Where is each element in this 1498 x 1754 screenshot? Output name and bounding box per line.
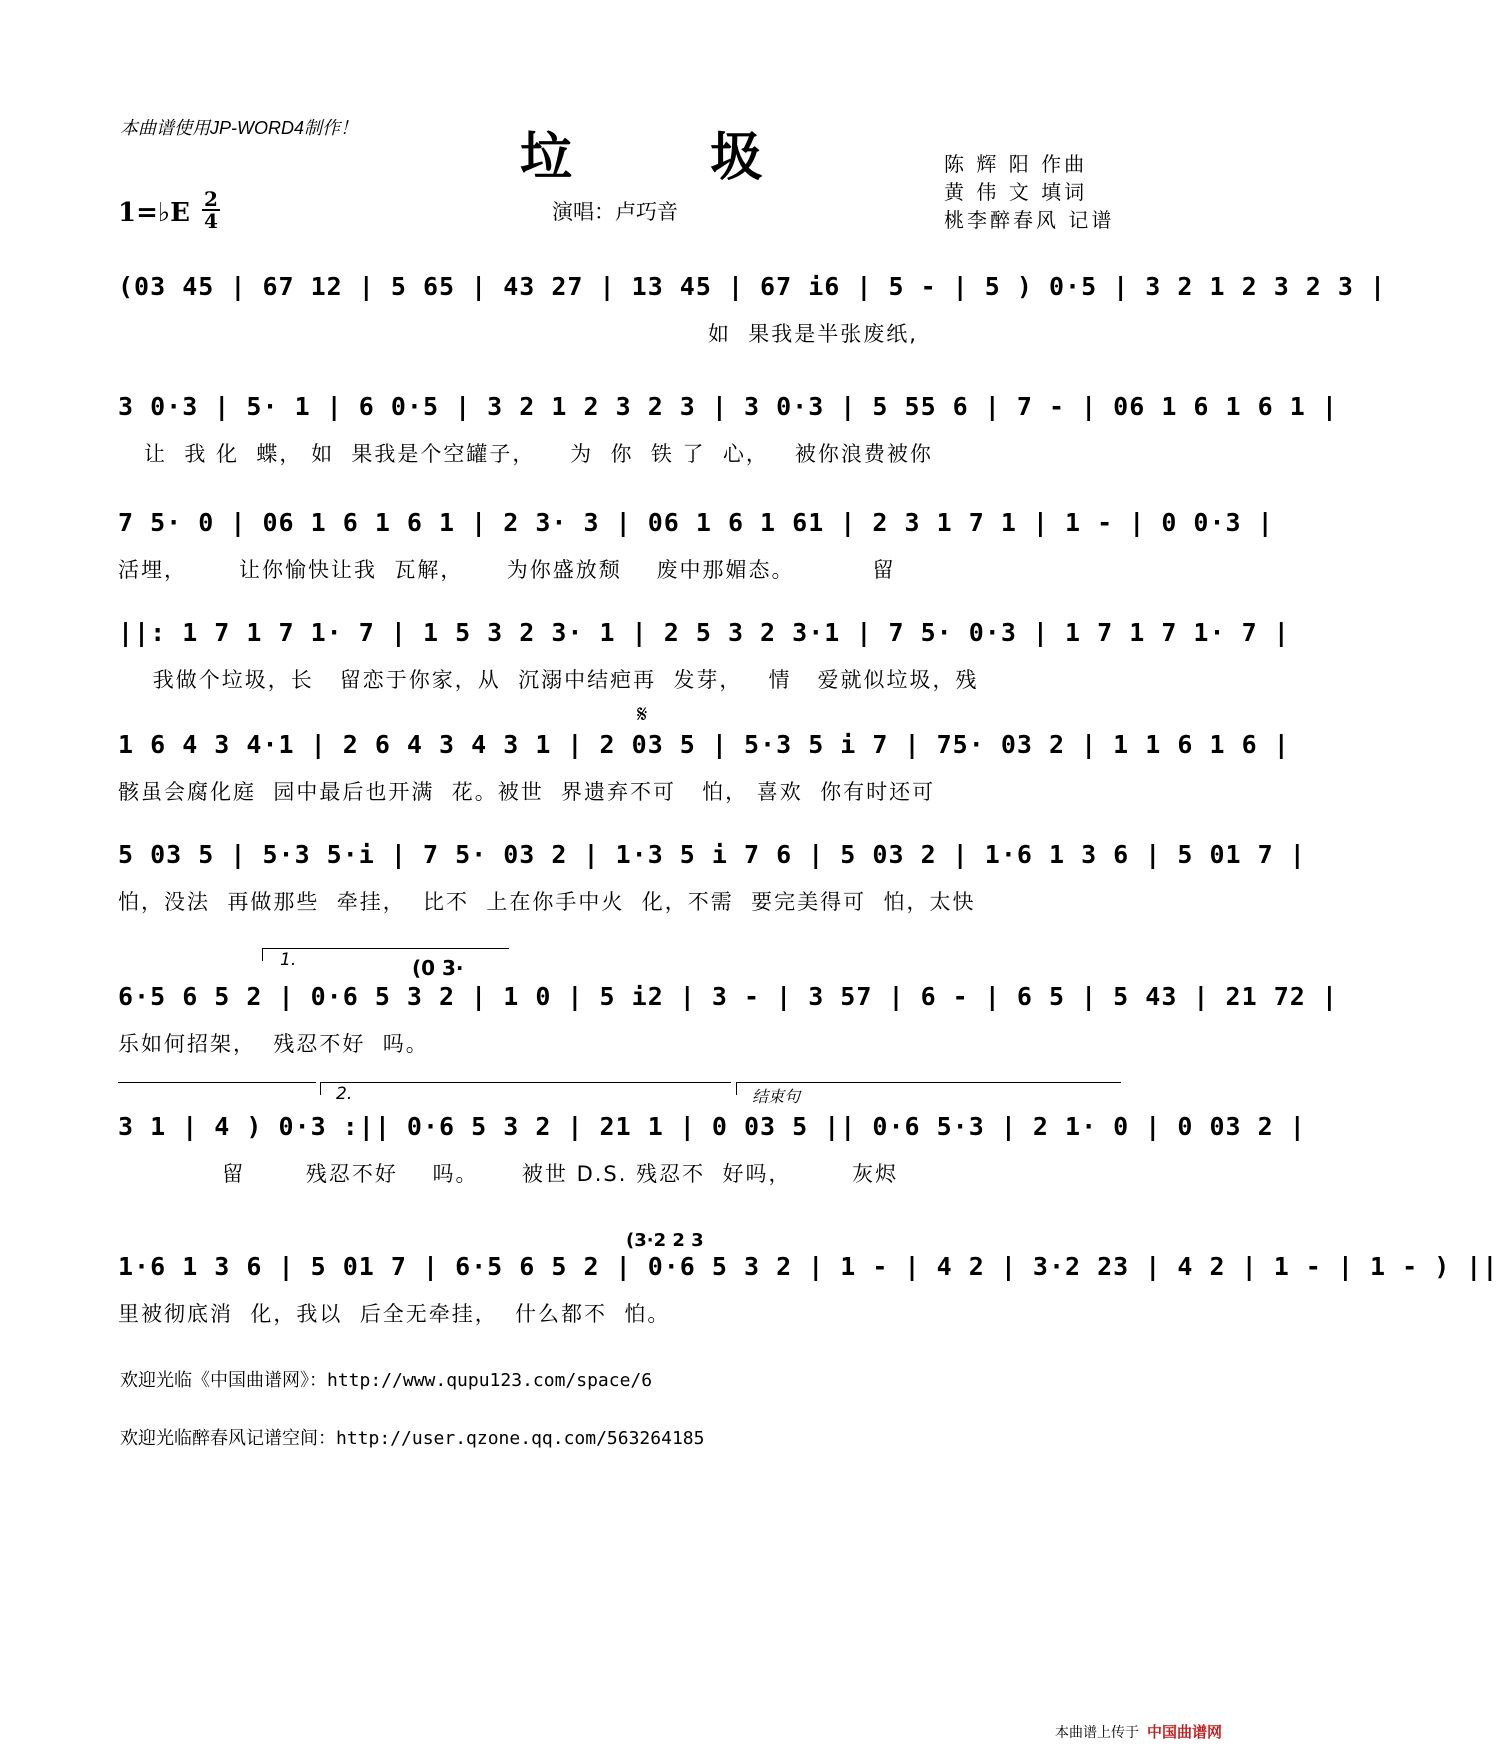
maker-note: 本曲谱使用JP-WORD4制作！ <box>120 118 358 138</box>
lyrics-line: 乐如何招架， 残忍不好 吗。 <box>118 1032 429 1056</box>
lyrics-line: 里被彻底消 化，我以 后全无牵挂， 什么都不 怕。 <box>118 1302 671 1326</box>
lyrics-line: 让 我 化 蝶， 如 果我是个空罐子， 为 你 铁 了 心， 被你浪费被你 <box>118 442 933 466</box>
upload-note: 本曲谱上传于 <box>1054 1725 1139 1741</box>
notes-line: 7 5· 0 | 06 1 6 1 6 1 | 2 3· 3 | 06 1 6 1 61 | 2 3 1 7 1 | 1 - | 0 0·3 | <box>118 508 1274 537</box>
song-title: 垃 圾 <box>520 127 823 188</box>
time-signature-bottom: 4 <box>204 209 218 233</box>
notes-line: 3 1 | 4 ) 0·3 :|| 0·6 5 3 2 | 21 1 | 0 03 5 || 0·6 5·3 | 2 1· 0 | 0 03 2 | <box>118 1112 1306 1141</box>
notes-line: 3 0·3 | 5· 1 | 6 0·5 | 3 2 1 2 3 2 3 | 3 0·3 | 5 55 6 | 7 - | 06 1 6 1 6 1 | <box>118 392 1338 421</box>
continuation-bracket <box>118 1082 316 1083</box>
second-ending-label: 2. <box>336 1084 353 1104</box>
lyrics-line: 如 果我是半张废纸, <box>118 322 918 346</box>
coda-label: 结束句 <box>752 1087 801 1106</box>
footer-link-qzone[interactable]: 欢迎光临醉春风记谱空间：http://user.qzone.qq.com/563264185 <box>120 1428 705 1449</box>
lyrics-line: 骸虽会腐化庭 园中最后也开满 花。被世 界遗弃不可 怕， 喜欢 你有时还可 <box>118 780 936 804</box>
lyrics-line: 怕，没法 再做那些 牵挂， 比不 上在你手中火 化，不需 要完美得可 怕，太快 <box>118 890 976 914</box>
lyrics-line: 留 残忍不好 吗。 被世 D.S. 残忍不 好吗， 灰烬 <box>118 1162 899 1186</box>
notes-line: 5 03 5 | 5·3 5·i | 7 5· 03 2 | 1·3 5 i 7 6 | 5 03 2 | 1·6 1 3 6 | 5 01 7 | <box>118 840 1306 869</box>
singer-credit: 演唱：卢巧音 <box>552 200 678 224</box>
composer-credit: 陈 辉 阳 作曲 <box>944 152 1088 176</box>
lyrics-line: 活埋， 让你愉快让我 瓦解， 为你盛放颓 废中那媚态。 留 <box>118 558 896 582</box>
footer-link-qupu[interactable]: 欢迎光临《中国曲谱网》：http://www.qupu123.com/space/6 <box>120 1370 653 1391</box>
transcriber-credit: 桃李醉春风 记谱 <box>944 208 1115 232</box>
credits-block <box>944 150 1114 234</box>
notes-line: 1·6 1 3 6 | 5 01 7 | 6·5 6 5 2 | 0·6 5 3 2 | 1 - | 4 2 | 3·2 23 | 4 2 | 1 - | 1 - ) || <box>118 1252 1498 1281</box>
time-signature <box>202 187 220 233</box>
notes-line: 1 6 4 3 4·1 | 2 6 4 3 4 3 1 | 2 03 5 | 5·3 5 i 7 | 75· 03 2 | 1 1 6 1 6 | <box>118 730 1290 759</box>
key-signature: 1=♭E <box>118 198 190 228</box>
upload-credit <box>1055 1720 1226 1743</box>
second-ending-bracket <box>320 1082 731 1095</box>
notes-line: 6·5 6 5 2 | 0·6 5 3 2 | 1 0 | 5 i2 | 3 - | 3 57 | 6 - | 6 5 | 5 43 | 21 72 | <box>118 982 1338 1011</box>
ossia-note-2: (3·2 2 3 <box>626 1230 704 1251</box>
ossia-note: (0 3· <box>412 956 464 980</box>
notes-line: ||: 1 7 1 7 1· 7 | 1 5 3 2 3· 1 | 2 5 3 2 3·1 | 7 5· 0·3 | 1 7 1 7 1· 7 | <box>118 618 1290 647</box>
first-ending-label: 1. <box>280 950 297 970</box>
segno-sign: 𝄋 <box>637 700 648 728</box>
notes-line: (03 45 | 67 12 | 5 65 | 43 27 | 13 45 | 67 i6 | 5 - | 5 ) 0·5 | 3 2 1 2 3 2 3 | <box>118 272 1387 301</box>
time-signature-top: 2 <box>204 187 218 211</box>
lyrics-line: 我做个垃圾，长 留恋于你家，从 沉溺中结疤再 发芽， 情 爱就似垃圾，残 <box>118 668 979 692</box>
site-logo[interactable]: 中国曲谱网 <box>1146 1723 1222 1741</box>
first-ending-bracket <box>262 948 509 961</box>
lyricist-credit: 黄 伟 文 填词 <box>944 180 1088 204</box>
